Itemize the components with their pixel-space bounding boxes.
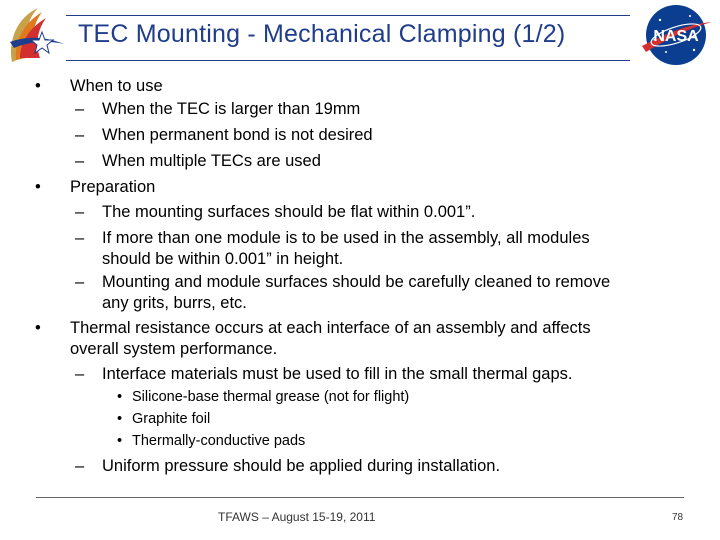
bullet-marker: • [117,389,123,405]
page-number: 78 [672,512,684,523]
bullet-text: When permanent bond is not desired [102,126,373,144]
bullet-marker: – [75,152,85,170]
footer-divider [36,497,684,498]
sub-bullet-flat-surfaces [75,201,476,223]
bullet-thermal-resistance [35,317,591,339]
bullet-text: Mounting and module surfaces should be carefully cleaned to remove [102,273,611,291]
bullet-marker: • [35,77,41,95]
bullet-text: Uniform pressure should be applied during installation. [102,457,501,475]
bullet-text: Graphite foil [132,411,211,427]
sub-sub-bullet-graphite [117,410,211,428]
bullet-text: When to use [70,77,163,95]
bullet-marker: – [75,100,85,118]
sub-bullet-tec-larger [75,98,361,120]
bullet-marker: – [75,229,85,247]
bullet-text: The mounting surfaces should be flat within 0.001”. [102,203,476,221]
sub-sub-bullet-pads [117,432,306,450]
bullet-marker: • [35,178,41,196]
bullet-text: When the TEC is larger than 19mm [102,100,361,118]
bullet-marker: – [75,126,85,144]
bullet-marker: – [75,273,85,291]
footer-conference: TFAWS – August 15-19, 2011 [218,510,376,524]
bullet-marker: • [117,411,123,427]
sub-bullet-multiple-tecs [75,150,321,172]
nasa-logo-text: NASA [653,28,699,45]
bullet-preparation [35,176,156,198]
sub-bullet-uniform-pressure [75,455,501,477]
bullet-marker: – [75,365,85,383]
bullet-text: Thermal resistance occurs at each interface of an assembly and affects [70,319,591,337]
sub-sub-bullet-grease [117,388,410,406]
sub-bullet-permanent-bond [75,124,373,146]
sub-bullet-module-height [75,227,590,249]
bullet-marker: • [35,319,41,337]
bullet-marker: – [75,457,85,475]
bullet-text: When multiple TECs are used [102,152,321,170]
sub-bullet-clean-surfaces-cont: any grits, burrs, etc. [102,294,247,312]
bullet-text: If more than one module is to be used in the assembly, all modules [102,229,590,247]
sub-bullet-clean-surfaces [75,271,611,293]
slide-title: TEC Mounting - Mechanical Clamping (1/2) [78,20,566,48]
bullet-text: Silicone-base thermal grease (not for flight) [132,389,410,405]
bullet-when-to-use [35,75,163,97]
bullet-marker: • [117,433,123,449]
sub-bullet-module-height-cont: should be within 0.001” in height. [102,250,344,268]
bullet-thermal-resistance-cont: overall system performance. [70,340,278,358]
bullet-text: Preparation [70,178,156,196]
sub-bullet-interface-materials [75,363,573,385]
bullet-text: Interface materials must be used to fill in the small thermal gaps. [102,365,573,383]
bullet-marker: – [75,203,85,221]
nasa-mission-swoosh-logo-icon [2,2,68,66]
bullet-text: Thermally-conductive pads [132,433,306,449]
nasa-meatball-logo-icon [636,2,716,68]
